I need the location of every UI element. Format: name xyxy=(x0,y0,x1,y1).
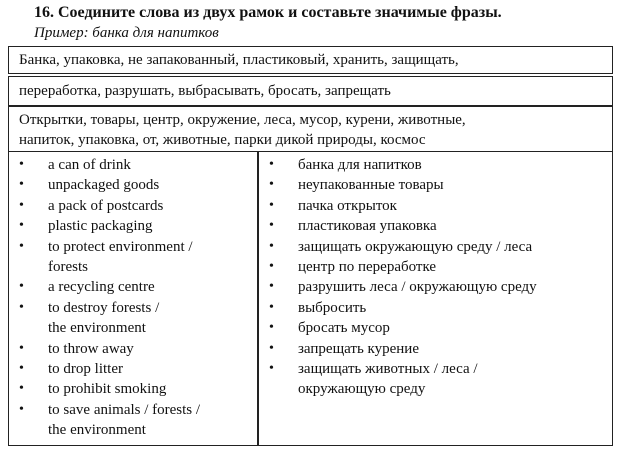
bullet-icon: • xyxy=(269,279,274,295)
russian-phrase-item xyxy=(265,318,605,338)
russian-phrase-item-text: бросать мусор xyxy=(298,320,390,337)
english-phrase-item xyxy=(15,155,251,175)
russian-phrases-list xyxy=(265,155,605,400)
english-phrase-item-text: to protect environment / xyxy=(48,238,193,255)
bullet-icon: • xyxy=(269,340,274,356)
russian-phrase-item-text: неупакованные товары xyxy=(298,177,444,194)
bullet-icon: • xyxy=(269,197,274,213)
russian-phrase-item xyxy=(265,175,605,195)
english-phrase-item xyxy=(15,400,251,441)
word-box-2 xyxy=(8,76,613,106)
english-phrase-item-text: to prohibit smoking xyxy=(48,381,167,398)
bullet-icon: • xyxy=(269,238,274,254)
english-phrases-list xyxy=(15,155,251,441)
bullet-icon: • xyxy=(19,238,24,254)
bullet-icon: • xyxy=(19,401,24,417)
english-phrase-item xyxy=(15,359,251,379)
russian-phrase-item xyxy=(265,277,605,297)
english-phrase-item-continuation: the environment xyxy=(48,320,146,337)
english-phrase-item xyxy=(15,339,251,359)
english-phrase-item xyxy=(15,216,251,236)
english-phrase-item xyxy=(15,175,251,195)
english-phrase-item xyxy=(15,379,251,399)
english-phrase-item xyxy=(15,298,251,339)
russian-phrase-item xyxy=(265,298,605,318)
bullet-icon: • xyxy=(19,381,24,397)
russian-phrase-item xyxy=(265,359,605,400)
english-phrase-item xyxy=(15,237,251,278)
english-phrase-item-text: plastic packaging xyxy=(48,218,153,235)
russian-phrase-item xyxy=(265,339,605,359)
exercise-heading: 16. Соедините слова из двух рамок и составьте значимые фразы. xyxy=(34,4,502,21)
word-box-2-text: переработка, разрушать, выбрасывать, бросать, запрещать xyxy=(19,83,391,99)
english-phrase-item-continuation: forests xyxy=(48,259,88,276)
word-box-1 xyxy=(8,46,613,74)
bullet-icon: • xyxy=(269,157,274,172)
russian-phrase-item-text: центр по переработке xyxy=(298,259,437,276)
russian-phrase-item-text: запрещать курение xyxy=(298,340,419,357)
bullet-icon: • xyxy=(19,279,24,295)
bullet-icon: • xyxy=(19,157,24,172)
russian-phrase-item-text: пачка открыток xyxy=(298,197,397,214)
bullet-icon: • xyxy=(269,259,274,275)
russian-phrase-item-text: пластиковая упаковка xyxy=(298,218,437,235)
bullet-icon: • xyxy=(269,361,274,377)
word-box-3-line-2: напиток, упаковка, от, животные, парки дикой природы, космос xyxy=(19,132,426,148)
example-line: Пример: банка для напитков xyxy=(34,25,219,41)
english-phrase-item-text: a can of drink xyxy=(48,157,131,173)
russian-phrase-item xyxy=(265,196,605,216)
bullet-icon: • xyxy=(269,320,274,336)
russian-phrase-item xyxy=(265,257,605,277)
bullet-icon: • xyxy=(19,361,24,377)
russian-phrase-item-text: защищать животных / леса / xyxy=(298,361,478,378)
english-phrase-item xyxy=(15,196,251,216)
russian-phrase-item-text: выбросить xyxy=(298,299,367,316)
russian-phrase-item xyxy=(265,155,605,175)
russian-phrase-item xyxy=(265,216,605,236)
bullet-icon: • xyxy=(19,218,24,234)
word-box-3-line-1: Открытки, товары, центр, окружение, леса, мусор, курени, животные, xyxy=(19,112,466,128)
english-phrase-item-text: to save animals / forests / xyxy=(48,401,201,418)
bullet-icon: • xyxy=(19,299,24,315)
column-divider xyxy=(257,152,259,445)
bullet-icon: • xyxy=(269,177,274,193)
english-phrase-item-text: to drop litter xyxy=(48,361,123,378)
bullet-icon: • xyxy=(19,197,24,213)
russian-phrase-item-text: банка для напитков xyxy=(298,157,422,173)
bullet-icon: • xyxy=(269,218,274,234)
bullet-icon: • xyxy=(269,299,274,315)
english-phrase-item-text: to throw away xyxy=(48,340,134,357)
russian-phrase-item-text: разрушить леса / окружающую среду xyxy=(298,279,537,296)
phrases-table xyxy=(8,151,613,446)
english-phrase-item-text: to destroy forests / xyxy=(48,299,160,316)
word-box-1-text: Банка, упаковка, не запакованный, пластиковый, хранить, защищать, xyxy=(19,52,459,68)
word-box-3 xyxy=(8,106,613,152)
russian-phrase-item-continuation: окружающую среду xyxy=(298,381,426,398)
english-phrase-item-text: unpackaged goods xyxy=(48,177,160,194)
russian-phrase-item xyxy=(265,237,605,257)
english-phrase-item xyxy=(15,277,251,297)
english-phrase-item-text: a pack of postcards xyxy=(48,197,164,214)
bullet-icon: • xyxy=(19,340,24,356)
bullet-icon: • xyxy=(19,177,24,193)
russian-phrase-item-text: защищать окружающую среду / леса xyxy=(298,238,533,255)
english-phrase-item-continuation: the environment xyxy=(48,422,146,439)
english-phrase-item-text: a recycling centre xyxy=(48,279,155,296)
